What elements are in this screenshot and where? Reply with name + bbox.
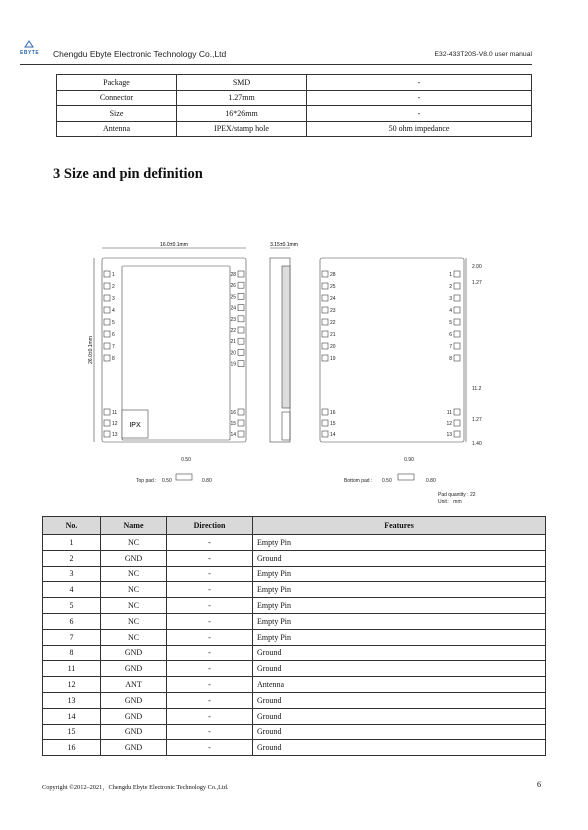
- pin-cell: Empty Pin: [253, 598, 546, 614]
- pin-label: 7: [449, 344, 452, 350]
- pin-pad: [238, 305, 244, 311]
- pin-pad: [104, 409, 110, 415]
- pin-label: 19: [330, 356, 336, 362]
- pin-label: 24: [230, 305, 236, 312]
- pin-cell: 6: [43, 613, 101, 629]
- ipx-label: IPX: [129, 422, 141, 429]
- pin-pad: [454, 331, 460, 337]
- spec-cell-name: Package: [57, 75, 177, 91]
- dim-112: 11.2: [472, 386, 482, 392]
- spec-cell-name: Size: [57, 106, 177, 122]
- table-row: [43, 629, 546, 645]
- pin-pad: [322, 431, 328, 437]
- bottom-pad-w: 0.50: [382, 478, 392, 484]
- pin-pad: [322, 331, 328, 337]
- pin-label: 19: [230, 361, 236, 368]
- spec-cell-note: -: [307, 106, 532, 122]
- pin-label: 20: [330, 344, 336, 350]
- pin-pad: [322, 307, 328, 313]
- pin-pad: [322, 420, 328, 426]
- pin-table-header: Direction: [167, 517, 253, 535]
- pin-cell: GND: [101, 724, 167, 740]
- pin-pad: [322, 295, 328, 301]
- table-row: [43, 535, 546, 551]
- pin-label: 4: [112, 308, 115, 314]
- pin-label: 25: [230, 294, 236, 301]
- bottom-pad-top: 0.90: [404, 457, 414, 463]
- pin-label: 15: [330, 421, 336, 427]
- pin-label: 21: [230, 339, 236, 346]
- pin-label: 11: [112, 410, 118, 416]
- pin-cell: 7: [43, 629, 101, 645]
- pin-label: 2: [449, 284, 452, 290]
- spec-cell-value: 16*26mm: [177, 106, 307, 122]
- pin-pad: [104, 295, 110, 301]
- spec-cell-name: Connector: [57, 90, 177, 106]
- pin-cell: 3: [43, 566, 101, 582]
- spec-row: [57, 90, 532, 106]
- pin-cell: -: [167, 582, 253, 598]
- pin-cell: -: [167, 740, 253, 756]
- width-dim: 16.0±0.1mm: [160, 242, 188, 248]
- pin-pad: [322, 343, 328, 349]
- pin-cell: Ground: [253, 724, 546, 740]
- spec-table: [56, 74, 532, 137]
- top-pad-top: 0.50: [181, 457, 191, 463]
- pin-pad: [322, 355, 328, 361]
- pin-pad: [322, 283, 328, 289]
- top-pad-label: Top pad :: [136, 478, 157, 484]
- pin-pad: [238, 420, 244, 426]
- pin-pad: [238, 282, 244, 288]
- pin-cell: Ground: [253, 645, 546, 661]
- pin-cell: -: [167, 708, 253, 724]
- pin-cell: Ground: [253, 661, 546, 677]
- pin-pad: [104, 271, 110, 277]
- pad-quantity: Pad quantity : 22: [438, 492, 476, 498]
- pin-table-header: No.: [43, 517, 101, 535]
- pin-pad: [104, 307, 110, 313]
- table-row: [43, 613, 546, 629]
- pad-unit: Unit： mm: [438, 499, 462, 505]
- pin-pad: [454, 271, 460, 277]
- pin-pad: [104, 283, 110, 289]
- pin-label: 14: [230, 432, 236, 438]
- pin-label: 14: [330, 432, 336, 438]
- spec-row: [57, 106, 532, 122]
- table-row: [43, 724, 546, 740]
- pin-label: 22: [230, 328, 236, 334]
- pin-cell: 5: [43, 598, 101, 614]
- pin-cell: ANT: [101, 677, 167, 693]
- table-row: [43, 708, 546, 724]
- table-row: [43, 740, 546, 756]
- spec-cell-note: -: [307, 90, 532, 106]
- pin-label: 13: [112, 432, 118, 438]
- table-row: [43, 550, 546, 566]
- pin-cell: 1: [43, 535, 101, 551]
- pin-cell: -: [167, 566, 253, 582]
- pin-table-header: Features: [253, 517, 546, 535]
- pin-label: 21: [330, 332, 336, 338]
- pin-pad: [238, 431, 244, 437]
- dim-140: 1.40: [472, 441, 482, 447]
- pin-cell: -: [167, 613, 253, 629]
- pin-cell: -: [167, 598, 253, 614]
- pin-label: 11: [446, 410, 452, 416]
- pin-pad: [454, 295, 460, 301]
- table-row: [43, 582, 546, 598]
- pin-pad: [104, 343, 110, 349]
- pin-pad: [454, 283, 460, 289]
- table-row: [43, 645, 546, 661]
- height-dim: 26.0±0.1mm: [88, 336, 94, 364]
- pin-label: 3: [449, 296, 452, 302]
- pin-cell: NC: [101, 629, 167, 645]
- pin-pad: [322, 409, 328, 415]
- pin-pad: [238, 409, 244, 415]
- pin-label: 6: [449, 332, 452, 338]
- pin-label: 28: [230, 272, 236, 278]
- table-row: [43, 692, 546, 708]
- pin-cell: Empty Pin: [253, 582, 546, 598]
- pin-cell: GND: [101, 740, 167, 756]
- page-header: [20, 48, 532, 65]
- pin-cell: 2: [43, 550, 101, 566]
- pin-pad: [454, 355, 460, 361]
- pin-cell: 14: [43, 708, 101, 724]
- pin-cell: GND: [101, 661, 167, 677]
- pin-label: 5: [112, 320, 115, 326]
- pin-cell: GND: [101, 692, 167, 708]
- bottom-pad-label: Bottom pad :: [344, 478, 373, 484]
- pin-label: 12: [112, 421, 118, 427]
- pin-label: 6: [112, 332, 115, 338]
- spec-cell-note: -: [307, 75, 532, 91]
- pin-cell: NC: [101, 566, 167, 582]
- module-bottom-outline: [320, 258, 464, 442]
- table-row: [43, 598, 546, 614]
- pin-cell: 11: [43, 661, 101, 677]
- bottom-pad-l: 0.80: [426, 478, 436, 484]
- pin-cell: Ground: [253, 708, 546, 724]
- side-shield: [282, 266, 290, 408]
- pin-cell: NC: [101, 613, 167, 629]
- pin-cell: 8: [43, 645, 101, 661]
- pin-pad: [238, 316, 244, 322]
- pin-cell: -: [167, 677, 253, 693]
- pin-cell: NC: [101, 535, 167, 551]
- top-pad-w: 0.50: [162, 478, 172, 484]
- pin-cell: 15: [43, 724, 101, 740]
- pin-cell: -: [167, 724, 253, 740]
- pin-table: [42, 516, 546, 756]
- pin-pad: [238, 361, 244, 367]
- pin-pad: [454, 319, 460, 325]
- pin-cell: 12: [43, 677, 101, 693]
- pin-cell: Ground: [253, 550, 546, 566]
- pin-pad: [238, 327, 244, 333]
- spec-cell-name: Antenna: [57, 121, 177, 137]
- pin-pad: [454, 409, 460, 415]
- spec-cell-value: IPEX/stamp hole: [177, 121, 307, 137]
- pin-label: 8: [449, 356, 452, 362]
- pin-label: 8: [112, 356, 115, 362]
- pin-label: 3: [112, 296, 115, 302]
- pin-pad: [238, 271, 244, 277]
- pin-cell: NC: [101, 598, 167, 614]
- pin-cell: 4: [43, 582, 101, 598]
- pin-cell: Empty Pin: [253, 613, 546, 629]
- pin-pad: [104, 420, 110, 426]
- company-name: Chengdu Ebyte Electronic Technology Co.,Ltd: [53, 49, 227, 59]
- pin-pad: [104, 431, 110, 437]
- pin-label: 7: [112, 344, 115, 350]
- table-row: [43, 677, 546, 693]
- section-title: 3 Size and pin definition: [53, 166, 203, 182]
- side-conn: [282, 412, 290, 440]
- pin-pad: [322, 319, 328, 325]
- pin-label: 2: [112, 284, 115, 290]
- dim-127a: 1.27: [472, 280, 482, 286]
- pin-cell: -: [167, 661, 253, 677]
- pin-pad: [238, 293, 244, 299]
- pin-diagram: [86, 236, 506, 508]
- pin-cell: GND: [101, 708, 167, 724]
- pin-label: 23: [230, 316, 236, 323]
- table-row: [43, 566, 546, 582]
- spec-row: [57, 75, 532, 91]
- pin-pad: [238, 349, 244, 355]
- manual-title: E32-433T20S-V8.0 user manual: [434, 51, 532, 58]
- pin-label: 25: [330, 284, 336, 290]
- pin-cell: 13: [43, 692, 101, 708]
- spec-cell-value: SMD: [177, 75, 307, 91]
- pin-cell: -: [167, 645, 253, 661]
- pin-label: 16: [330, 410, 336, 416]
- pin-label: 24: [330, 296, 336, 302]
- spec-row: [57, 121, 532, 137]
- pin-cell: Empty Pin: [253, 629, 546, 645]
- pin-cell: Empty Pin: [253, 535, 546, 551]
- dim-200: 2.00: [472, 264, 482, 270]
- pin-cell: Antenna: [253, 677, 546, 693]
- pin-table-header: Name: [101, 517, 167, 535]
- ebyte-logo: [20, 50, 39, 56]
- pin-label: 23: [330, 308, 336, 314]
- pin-pad: [104, 331, 110, 337]
- pin-label: 4: [449, 308, 452, 314]
- pin-label: 16: [230, 410, 236, 416]
- spec-cell-note: 50 ohm impedance: [307, 121, 532, 137]
- page-number: 6: [537, 780, 541, 789]
- pin-pad: [454, 431, 460, 437]
- pin-cell: Empty Pin: [253, 566, 546, 582]
- pin-pad: [454, 343, 460, 349]
- pin-label: 26: [230, 283, 236, 290]
- pin-label: 15: [230, 421, 236, 427]
- pin-cell: -: [167, 535, 253, 551]
- pin-label: 1: [449, 272, 452, 278]
- spec-cell-value: 1.27mm: [177, 90, 307, 106]
- pin-cell: GND: [101, 550, 167, 566]
- pin-label: 5: [449, 320, 452, 326]
- thickness-dim: 3.15±0.1mm: [270, 242, 298, 248]
- pin-pad: [238, 338, 244, 344]
- pin-label: 20: [230, 350, 236, 357]
- logo-text: EBYTE: [20, 50, 40, 56]
- logo-mark-icon: [24, 40, 34, 48]
- pin-pad: [454, 420, 460, 426]
- pin-cell: NC: [101, 582, 167, 598]
- pin-label: 22: [330, 320, 336, 326]
- pin-cell: Ground: [253, 692, 546, 708]
- pin-cell: -: [167, 629, 253, 645]
- pin-cell: Ground: [253, 740, 546, 756]
- pin-pad: [322, 271, 328, 277]
- pin-cell: GND: [101, 645, 167, 661]
- pin-cell: -: [167, 550, 253, 566]
- footer-copyright: Copyright ©2012–2021，Chengdu Ebyte Electronic Technology Co.,Ltd.: [42, 784, 229, 791]
- pin-label: 1: [112, 272, 115, 278]
- pin-pad: [104, 355, 110, 361]
- pin-label: 13: [446, 432, 452, 438]
- pin-pad: [454, 307, 460, 313]
- pin-cell: -: [167, 692, 253, 708]
- pin-label: 28: [330, 272, 336, 278]
- dim-127b: 1.27: [472, 417, 482, 423]
- table-row: [43, 661, 546, 677]
- top-pad-l: 0.80: [202, 478, 212, 484]
- pin-cell: 16: [43, 740, 101, 756]
- pin-label: 12: [446, 421, 452, 427]
- pin-pad: [104, 319, 110, 325]
